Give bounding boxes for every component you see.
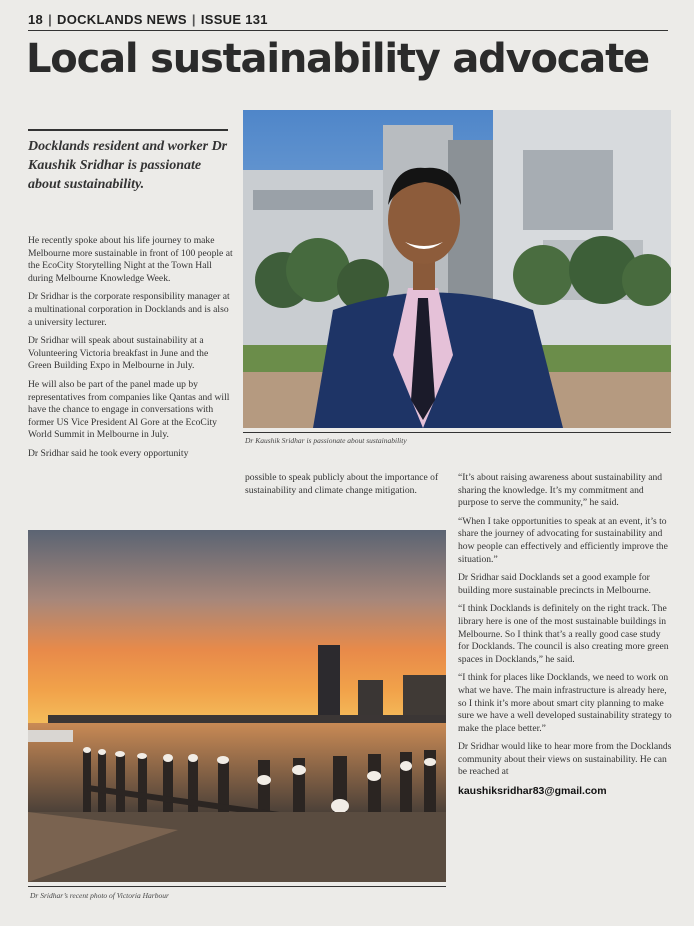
- paragraph: “I think for places like Docklands, we need to work on what we have. The main infrastructure is already here, so I think it’s more about smart city planning to make sure we have a well developed sustainability strategy to make the place better.”: [458, 672, 672, 734]
- headline: Local sustainability advocate: [26, 36, 649, 82]
- paragraph: “It’s about raising awareness about sustainability and sharing the knowledge. It’s my commitment and purpose to serve the community,” he said.: [458, 472, 663, 509]
- page-header: [28, 8, 668, 31]
- portrait-caption: Dr Kaushik Sridhar is passionate about sustainability: [245, 436, 407, 445]
- header-separator: |: [191, 11, 196, 27]
- publication-name: DOCKLANDS NEWS: [57, 11, 187, 27]
- paragraph: “I think Docklands is definitely on the right track. The library here is one of the most sustainable buildings in Melbourne. So I think that’s a really good case study for Docklands. The council is also creating more green spaces in Docklands,” he said.: [458, 603, 669, 665]
- standfirst: Docklands resident and worker Dr Kaushik Sridhar is passionate about sustainability.: [28, 139, 228, 192]
- body-column-1: [28, 235, 233, 467]
- paragraph: He recently spoke about his life journey to make Melbourne more sustainable in front of 100 people at the EcoCity Storytelling Night at the Town Hall during Melbourne Knowledge Week.: [28, 235, 233, 284]
- paragraph: He will also be part of the panel made up by representatives from companies like Qantas and will have the chance to engage in conversations with former US Vice President Al Gore at the EcoCity World Summit in Melbourne in July.: [28, 378, 230, 441]
- header-separator: |: [48, 11, 52, 27]
- contact-email: kaushiksridhar83@gmail.com: [458, 785, 607, 798]
- body-column-2: [245, 472, 440, 503]
- page-number: 18: [28, 11, 44, 27]
- standfirst-rule: [28, 129, 228, 131]
- paragraph: Dr Sridhar would like to hear more from the Docklands community about their views on sustainability. He can be reached at: [458, 741, 672, 778]
- issue-number: ISSUE 131: [200, 11, 268, 27]
- paragraph: Dr Sridhar said Docklands set a good example for building more sustainable precincts in Melbourne.: [458, 572, 651, 596]
- paragraph: Dr Sridhar said he took every opportunity: [28, 447, 189, 459]
- paragraph: Dr Sridhar will speak about sustainability at a Volunteering Victoria breakfast in June and the Green Building Expo in Melbourne in July.: [28, 335, 209, 372]
- caption-rule: [28, 886, 446, 887]
- caption-rule: [243, 432, 671, 433]
- harbour-photo: [28, 530, 446, 882]
- portrait-photo: [243, 110, 671, 428]
- harbour-caption: Dr Sridhar’s recent photo of Victoria Harbour: [30, 891, 169, 900]
- paragraph: “When I take opportunities to speak at an event, it’s to share the journey of advocating for sustainability and how people can effectively and efficiently improve the situation.”: [458, 515, 668, 565]
- paragraph: Dr Sridhar is the corporate responsibility manager at a multinational corporation in Docklands and is also a university lecturer.: [28, 291, 230, 328]
- paragraph: possible to speak publicly about the importance of sustainability and climate change mitigation.: [245, 472, 439, 496]
- body-column-3: [458, 472, 672, 798]
